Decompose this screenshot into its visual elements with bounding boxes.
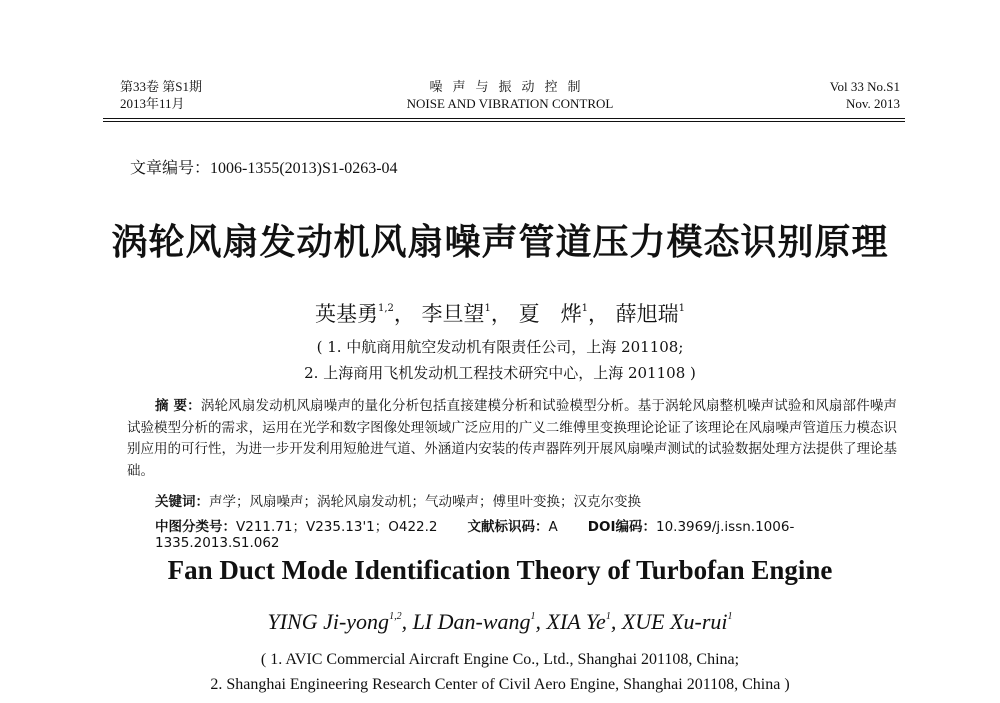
author-cn: 夏 烨 — [518, 302, 582, 326]
author-separator: ， — [490, 302, 512, 326]
header-rule-top — [103, 118, 905, 119]
doi-value: 10.3969/j.issn.1006-1335.2013.S1.062 — [155, 519, 795, 551]
author-separator: , — [401, 609, 413, 634]
header-rule-bottom — [103, 121, 905, 122]
author-affiliation-mark: 1 — [605, 611, 611, 622]
author-separator: , — [610, 609, 622, 634]
abstract-label: 摘 要： — [155, 398, 201, 414]
author-affiliation-mark: 1 — [530, 611, 536, 622]
affiliation-en-2: 2. Shanghai Engineering Research Center of Civil Aero Engine, Shanghai 201108, China ) — [210, 676, 790, 693]
clc-label: 中图分类号： — [155, 519, 236, 535]
author-affiliation-mark: 1 — [727, 611, 733, 622]
author-cn: 英基勇 — [314, 302, 378, 326]
author-cn: 李旦望 — [421, 302, 485, 326]
author-list-en — [0, 609, 1000, 635]
header-date-cn: 2013年11月 — [120, 96, 185, 111]
author-affiliation-mark: 1,2 — [377, 303, 394, 314]
author-en: XUE Xu-rui — [621, 609, 728, 634]
keywords-label: 关键词： — [155, 494, 209, 510]
header-issue-info — [120, 78, 202, 112]
abstract-cn — [127, 396, 897, 482]
affiliation-en-1: ( 1. AVIC Commercial Aircraft Engine Co., Ltd., Shanghai 201108, China; — [260, 651, 740, 668]
header-journal-name-cn: 噪声与振动控制 — [429, 79, 591, 94]
author-list-cn — [0, 298, 1000, 328]
author-cn: 薛旭瑞 — [615, 302, 679, 326]
classification-info — [155, 515, 900, 551]
author-en: LI Dan-wang — [412, 609, 531, 634]
doc-code-label: 文献标识码： — [467, 519, 549, 535]
affiliation-cn-1: ( 1. 中航商用航空发动机有限责任公司，上海 201108; — [316, 338, 684, 356]
clc-value: V211.71；V235.13'1；O422.2 — [236, 519, 438, 535]
header-journal-name-en: NOISE AND VIBRATION CONTROL — [406, 96, 614, 111]
article-number: 文章编号：1006-1355(2013)S1-0263-04 — [130, 160, 398, 177]
doi-label: DOI编码： — [587, 519, 656, 535]
author-affiliation-mark: 1 — [484, 303, 491, 314]
author-separator: ， — [587, 302, 609, 326]
page-title-en: Fan Duct Mode Identification Theory of Turbofan Engine — [167, 555, 833, 585]
author-affiliation-mark: 1,2 — [389, 611, 402, 622]
author-en: XIA Ye — [546, 609, 606, 634]
header-volume-info-en — [830, 78, 900, 112]
page-title-cn: 涡轮风扇发动机风扇噪声管道压力模态识别原理 — [111, 222, 889, 263]
keywords-text: 声学；风扇噪声；涡轮风扇发动机；气动噪声；傅里叶变换；汉克尔变换 — [209, 494, 641, 510]
author-affiliation-mark: 1 — [581, 303, 588, 314]
doc-code-value: A — [548, 519, 558, 535]
author-separator: ， — [393, 302, 415, 326]
header-journal-name — [380, 78, 640, 112]
author-affiliation-mark: 1 — [678, 303, 686, 314]
keywords-cn — [155, 490, 641, 510]
affiliation-cn-2: 2. 上海商用飞机发动机工程技术研究中心，上海 201108 ) — [304, 364, 696, 382]
header-date-en: Nov. 2013 — [845, 96, 900, 111]
header-volume-issue: 第33卷 第S1期 — [120, 79, 202, 94]
abstract-text: 涡轮风扇发动机风扇噪声的量化分析包括直接建模分析和试验模型分析。基于涡轮风扇整机噪声试验和风扇部件噪声试验模型分析的需求，运用在光学和数字图像处理领域广泛应用的广义二维傅里变换理论论证了该理论在风扇噪声管道压力模态识别应用的可行性，为进一步开发利用短舱进气道、外涵道内安装的传声器阵列开展风扇噪声测试的试验数据处理方法提供了理论基础。 — [127, 398, 898, 479]
author-separator: , — [535, 609, 547, 634]
header-volume-en: Vol 33 No.S1 — [829, 79, 900, 94]
author-en: YING Ji-yong — [267, 609, 390, 634]
